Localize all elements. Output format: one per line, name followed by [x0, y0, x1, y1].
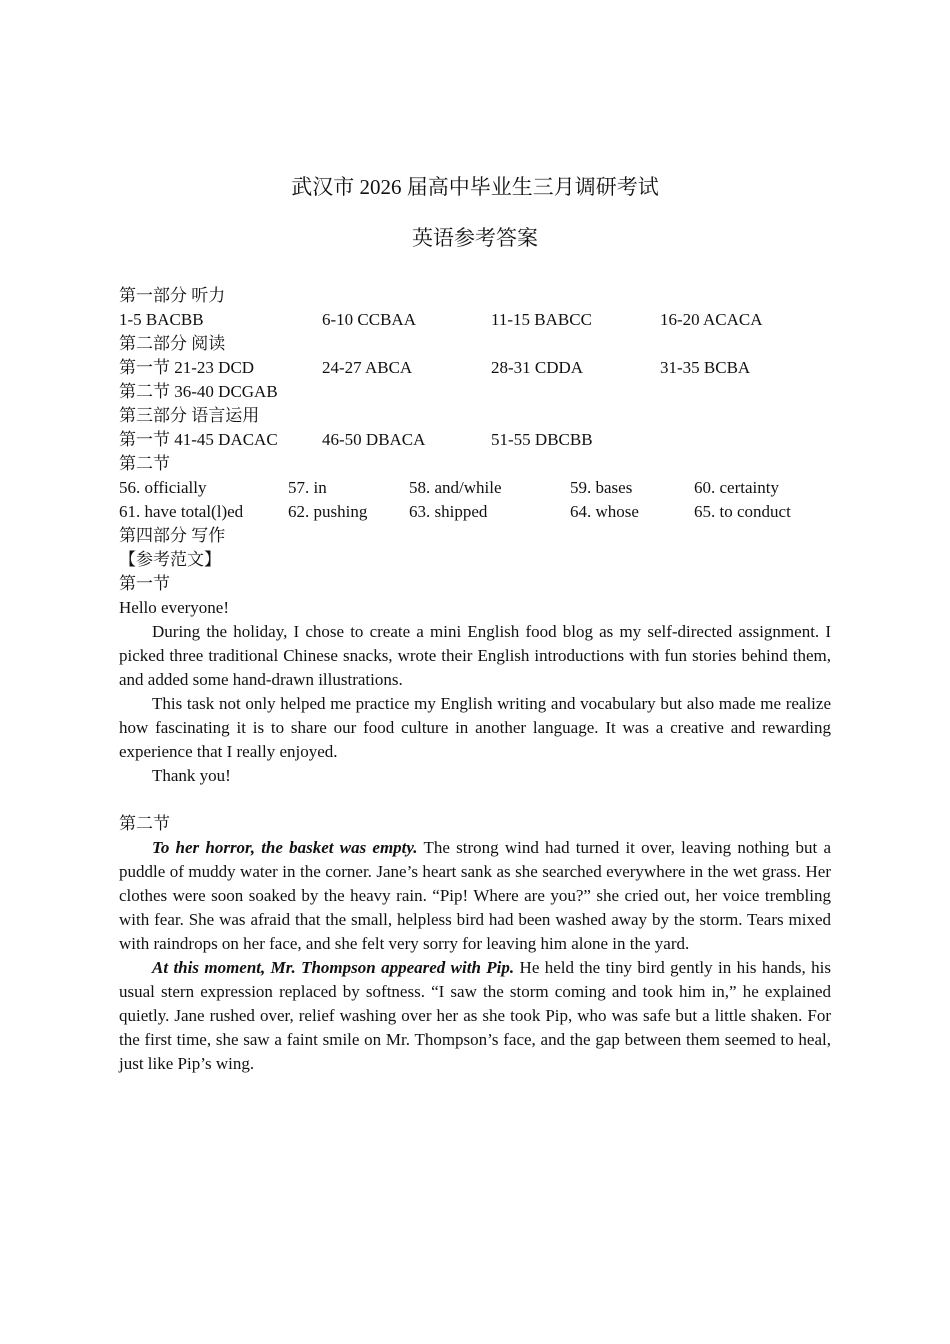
story-paragraph-2-text: He held the tiny bird gently in his hands, his usual stern expression replaced by softness. “I saw the storm coming and took him in,” he explained quietly. Jane rushed over, relief washing over her as she took Pip, who was safe but a little shaken. For the first time, she saw a faint smile on Mr. Thompson’s face, and the gap between them seemed to heal, just like Pip’s wing. [119, 958, 831, 1073]
story-paragraph-1 [119, 836, 831, 956]
answer-59: 59. bases [570, 478, 633, 497]
writing-section1-heading: 第一节 [119, 574, 170, 593]
part4-heading: 第四部分 写作 [119, 526, 226, 545]
part2-heading: 第二部分 阅读 [119, 334, 226, 353]
story-paragraph-2 [119, 956, 831, 1076]
essay-paragraph-2: This task not only helped me practice my English writing and vocabulary but also made me realize how fascinating it is to share our food culture in another language. It was a creative and rewarding experience that I really enjoyed. [119, 694, 831, 761]
essay-greeting: Hello everyone! [119, 598, 229, 617]
answer-62: 62. pushing [288, 502, 368, 521]
story-paragraph-2-lead: At this moment, Mr. Thompson appeared with Pip. [152, 958, 515, 977]
part2-section2-answers: 第二节 36-40 DCGAB [119, 382, 278, 401]
answer-65: 65. to conduct [694, 502, 791, 521]
answer-1-5: 1-5 BACBB [119, 310, 204, 329]
writing-section2-heading: 第二节 [119, 814, 170, 833]
page-title: 武汉市 2026 届高中毕业生三月调研考试 [291, 175, 659, 199]
answer-64: 64. whose [570, 502, 639, 521]
essay-paragraph-1: During the holiday, I chose to create a mini English food blog as my self-directed assignment. I picked three traditional Chinese snacks, wrote their English introductions with fun stories behind them, and added some hand-drawn illustrations. [119, 622, 831, 689]
answer-31-35: 31-35 BCBA [660, 358, 751, 377]
story-paragraph-1-lead: To her horror, the basket was empty. [152, 838, 418, 857]
fill-answers-row-2 [119, 500, 831, 524]
part3-section1-answers [119, 428, 831, 452]
answer-61: 61. have total(l)ed [119, 502, 244, 521]
answer-51-55: 51-55 DBCBB [491, 430, 593, 449]
answer-6-10: 6-10 CCBAA [322, 310, 416, 329]
page-subtitle: 英语参考答案 [412, 226, 538, 250]
answer-57: 57. in [288, 478, 327, 497]
story-paragraph-1-text: The strong wind had turned it over, leaving nothing but a puddle of muddy water in the corner. Jane’s heart sank as she searched everywhere in the wet grass. Her clothes were soon soaked by the heavy rain. “Pip! Where are you?” she cried out, her voice trembling with fear. She was afraid that the small, helpless bird had been washed away by the storm. Tears mixed with raindrops on her face, and she felt very sorry for leaving him alone in the yard. [119, 838, 831, 953]
answer-60: 60. certainty [694, 478, 779, 497]
answer-24-27: 24-27 ABCA [322, 358, 413, 377]
answer-16-20: 16-20 ACACA [660, 310, 763, 329]
spacer [119, 788, 831, 812]
essay-closing: Thank you! [152, 766, 231, 785]
sample-essay-label: 【参考范文】 [119, 550, 221, 569]
answer-56: 56. officially [119, 478, 207, 497]
answer-58: 58. and/while [409, 478, 502, 497]
answer-28-31: 28-31 CDDA [491, 358, 584, 377]
part1-answers [119, 308, 831, 332]
answer-11-15: 11-15 BABCC [491, 310, 592, 329]
part3-heading: 第三部分 语言运用 [119, 406, 260, 425]
answer-63: 63. shipped [409, 502, 488, 521]
answer-41-45: 第一节 41-45 DACAC [119, 430, 278, 449]
answer-21-23: 第一节 21-23 DCD [119, 358, 255, 377]
part3-section2-heading: 第二节 [119, 454, 170, 473]
answer-content [119, 284, 831, 1076]
fill-answers-row-1 [119, 476, 831, 500]
answer-46-50: 46-50 DBACA [322, 430, 426, 449]
part2-section1-answers [119, 356, 831, 380]
part1-heading: 第一部分 听力 [119, 286, 226, 305]
